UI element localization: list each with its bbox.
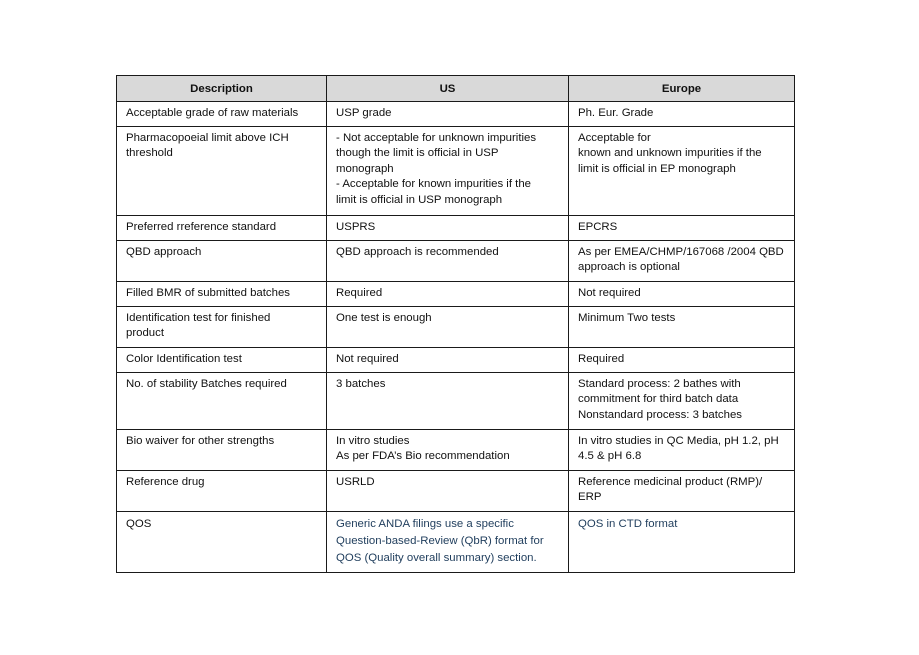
cell-line: Generic ANDA filings use a specific [336, 518, 514, 530]
description-cell [117, 216, 327, 241]
cell-line: Preferred rreference standard [126, 221, 277, 233]
header-description: Description [117, 76, 327, 102]
us-cell [327, 373, 569, 430]
table-row [117, 282, 795, 307]
europe-cell [569, 241, 795, 282]
cell-line: Bio waiver for other strengths [126, 435, 275, 447]
cell-line: 4.5 & pH 6.8 [578, 450, 642, 463]
cell-line: product [126, 327, 164, 340]
us-cell [327, 348, 569, 373]
europe-cell [569, 348, 795, 373]
description-cell [117, 471, 327, 512]
description-cell [117, 127, 327, 216]
cell-line: approach is optional [578, 261, 680, 274]
description-cell [117, 282, 327, 307]
table-row [117, 102, 795, 127]
description-cell [117, 102, 327, 127]
us-cell [327, 216, 569, 241]
cell-line: 3 batches [336, 378, 386, 390]
cell-line: Pharmacopoeial limit above ICH [126, 132, 289, 144]
cell-line: In vitro studies [336, 435, 410, 447]
table-header-row [117, 76, 795, 102]
header-us: US [327, 76, 569, 102]
cell-line: threshold [126, 147, 173, 160]
cell-line: Not required [578, 287, 641, 299]
cell-line: Identification test for finished [126, 312, 271, 324]
cell-line: Acceptable grade of raw materials [126, 107, 299, 119]
cell-line: Question-based-Review (QbR) format for [336, 535, 544, 547]
europe-cell [569, 102, 795, 127]
cell-line: - Not acceptable for unknown impurities [336, 132, 537, 144]
europe-cell [569, 282, 795, 307]
description-cell [117, 241, 327, 282]
cell-line: EPCRS [578, 221, 618, 233]
table-row [117, 512, 795, 573]
cell-line: USP grade [336, 107, 392, 119]
cell-line: known and unknown impurities if the [578, 147, 762, 160]
us-cell [327, 471, 569, 512]
cell-line: Reference medicinal product (RMP)/ [578, 476, 763, 488]
cell-line: monograph [336, 162, 394, 175]
table-row [117, 241, 795, 282]
table-row [117, 216, 795, 241]
cell-line: Not required [336, 353, 399, 365]
europe-cell [569, 307, 795, 348]
europe-cell [569, 430, 795, 471]
cell-line: - Acceptable for known impurities if the [336, 178, 531, 191]
cell-line: commitment for third batch data [578, 393, 739, 406]
comparison-table [116, 75, 795, 573]
us-cell [327, 512, 569, 573]
cell-line: QBD approach is recommended [336, 246, 499, 258]
cell-line: ERP [578, 491, 602, 504]
description-cell [117, 512, 327, 573]
cell-line: USRLD [336, 476, 375, 488]
cell-line: limit is official in EP monograph [578, 162, 736, 175]
cell-line: though the limit is official in USP [336, 147, 499, 160]
cell-line: No. of stability Batches required [126, 378, 287, 390]
europe-cell [569, 512, 795, 573]
table-row [117, 127, 795, 216]
table-row [117, 471, 795, 512]
cell-line: Required [336, 287, 383, 299]
description-cell [117, 307, 327, 348]
us-cell [327, 127, 569, 216]
us-cell [327, 102, 569, 127]
us-cell [327, 241, 569, 282]
cell-line: Required [578, 353, 625, 365]
cell-line: Ph. Eur. Grade [578, 107, 654, 119]
description-cell [117, 348, 327, 373]
table-row [117, 373, 795, 430]
cell-line: One test is enough [336, 312, 432, 324]
cell-line: USPRS [336, 221, 376, 233]
europe-cell [569, 216, 795, 241]
cell-line: Nonstandard process: 3 batches [578, 408, 742, 421]
cell-line: As per FDA’s Bio recommendation [336, 450, 510, 463]
table-row [117, 307, 795, 348]
europe-cell [569, 373, 795, 430]
cell-line: Reference drug [126, 476, 205, 488]
table-row [117, 348, 795, 373]
cell-line: As per EMEA/CHMP/167068 /2004 QBD [578, 246, 784, 258]
europe-cell [569, 127, 795, 216]
cell-line: Standard process: 2 bathes with [578, 378, 741, 390]
europe-cell [569, 471, 795, 512]
header-europe: Europe [569, 76, 795, 102]
cell-line: Acceptable for [578, 132, 651, 144]
description-cell [117, 430, 327, 471]
cell-line: QOS in CTD format [578, 518, 678, 530]
description-cell [117, 373, 327, 430]
table-row [117, 430, 795, 471]
us-cell [327, 282, 569, 307]
cell-line: QOS (Quality overall summary) section. [336, 552, 537, 564]
cell-line: Minimum Two tests [578, 312, 676, 324]
cell-line: QOS [126, 518, 152, 530]
cell-line: Color Identification test [126, 353, 242, 365]
cell-line: limit is official in USP monograph [336, 193, 503, 206]
us-cell [327, 307, 569, 348]
cell-line: In vitro studies in QC Media, pH 1.2, pH [578, 435, 779, 447]
us-cell [327, 430, 569, 471]
cell-line: Filled BMR of submitted batches [126, 287, 290, 299]
cell-line: QBD approach [126, 246, 202, 258]
